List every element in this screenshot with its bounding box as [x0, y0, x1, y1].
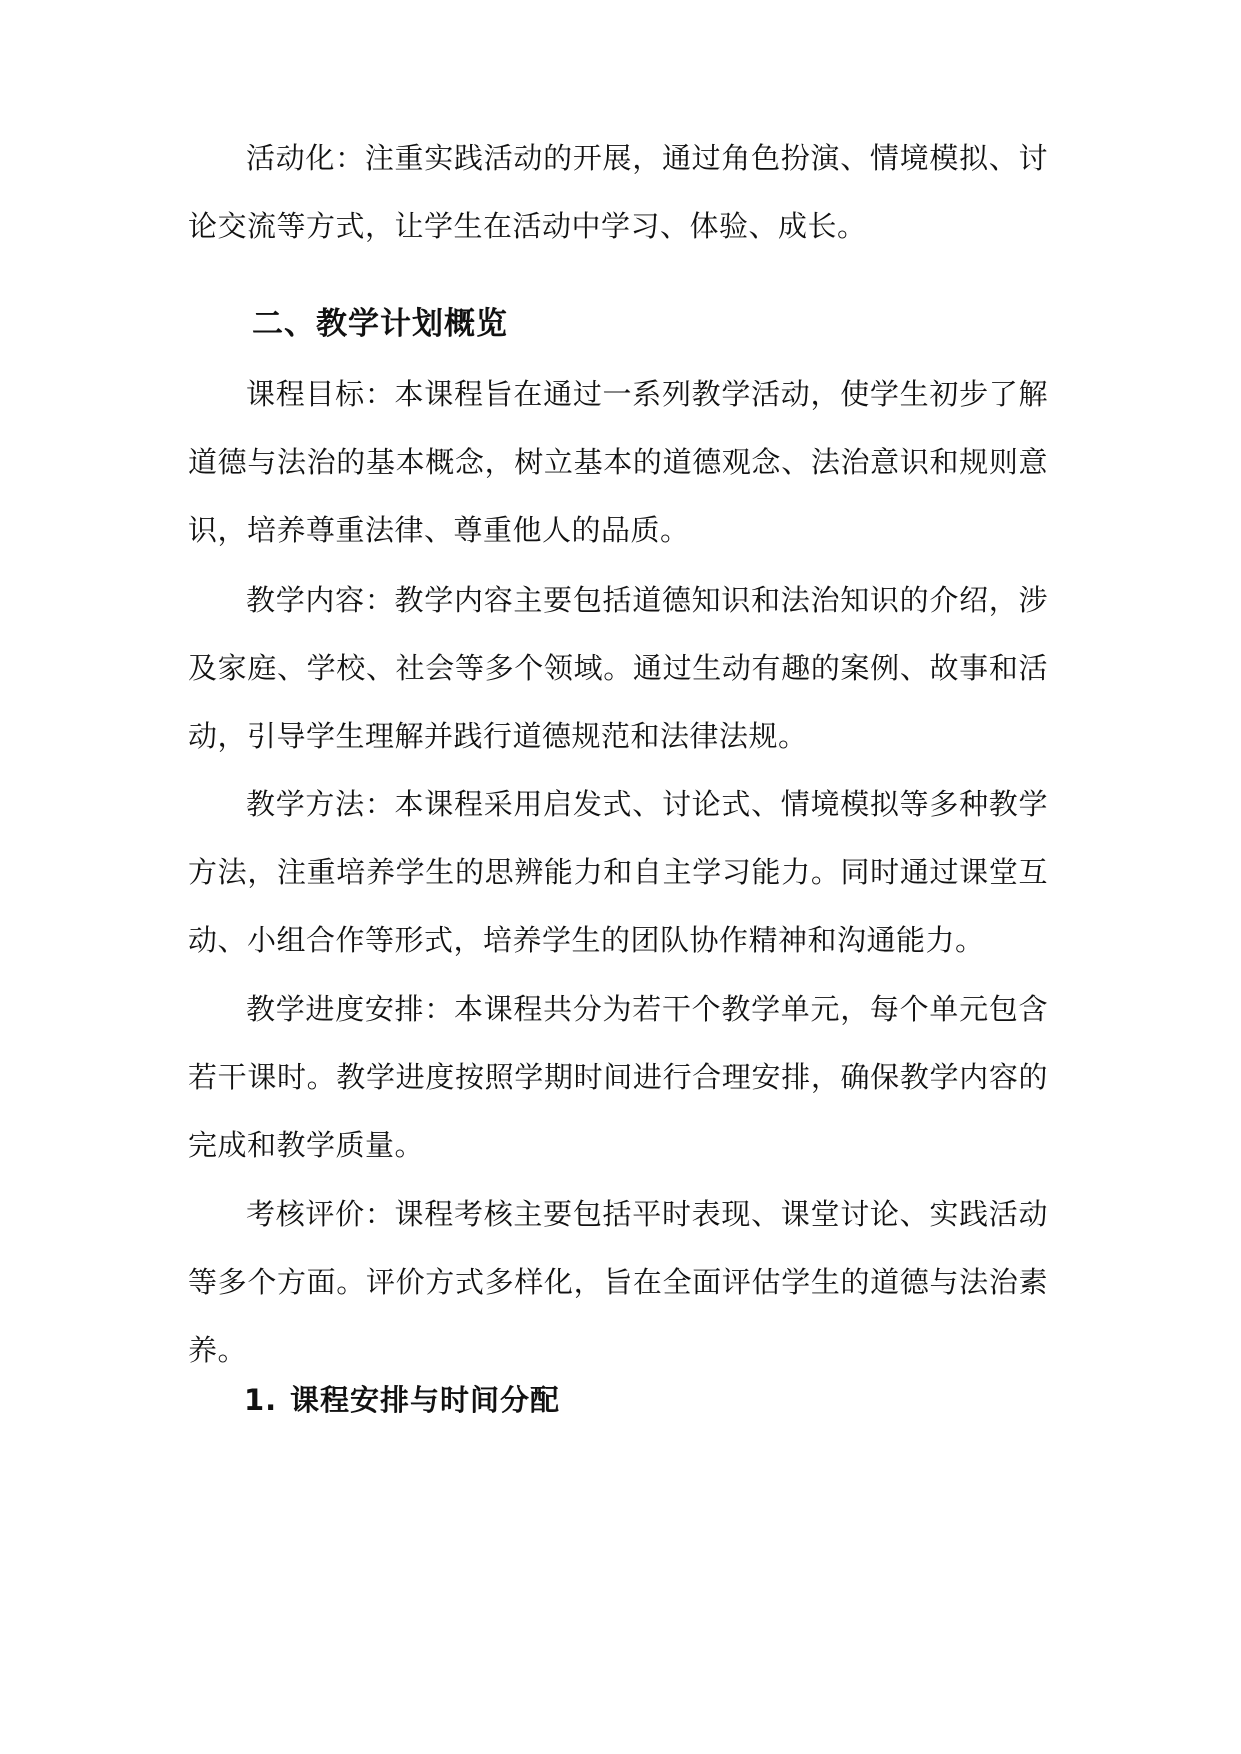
paragraph-schedule: 教学进度安排：本课程共分为若干个教学单元，每个单元包含若干课时。教学进度按照学期时间进行合理安排，确保教学内容的完成和教学质量。	[188, 992, 1048, 1162]
paragraph-teaching-content: 教学内容：教学内容主要包括道德知识和法治知识的介绍，涉及家庭、学校、社会等多个领域。通过生动有趣的案例、故事和活动，引导学生理解并践行道德规范和法律法规。	[188, 583, 1048, 753]
paragraph-teaching-method: 教学方法：本课程采用启发式、讨论式、情境模拟等多种教学方法，注重培养学生的思辨能力和自主学习能力。同时通过课堂互动、小组合作等形式，培养学生的团队协作精神和沟通能力。	[188, 787, 1048, 957]
section-heading-plan-overview: 二、教学计划概览	[252, 306, 508, 342]
subheading-title: 课程安排与时间分配	[290, 1383, 561, 1417]
paragraph-activity: 活动化：注重实践活动的开展，通过角色扮演、情境模拟、讨论交流等方式，让学生在活动中学习、体验、成长。	[188, 141, 1048, 243]
paragraph-course-goal: 课程目标：本课程旨在通过一系列教学活动，使学生初步了解道德与法治的基本概念，树立基本的道德观念、法治意识和规则意识，培养尊重法律、尊重他人的品质。	[188, 377, 1048, 547]
subheading-course-arrangement	[244, 1378, 560, 1419]
paragraph-assessment: 考核评价：课程考核主要包括平时表现、课堂讨论、实践活动等多个方面。评价方式多样化，旨在全面评估学生的道德与法治素养。	[188, 1197, 1048, 1367]
subheading-number: 1.	[244, 1383, 278, 1417]
